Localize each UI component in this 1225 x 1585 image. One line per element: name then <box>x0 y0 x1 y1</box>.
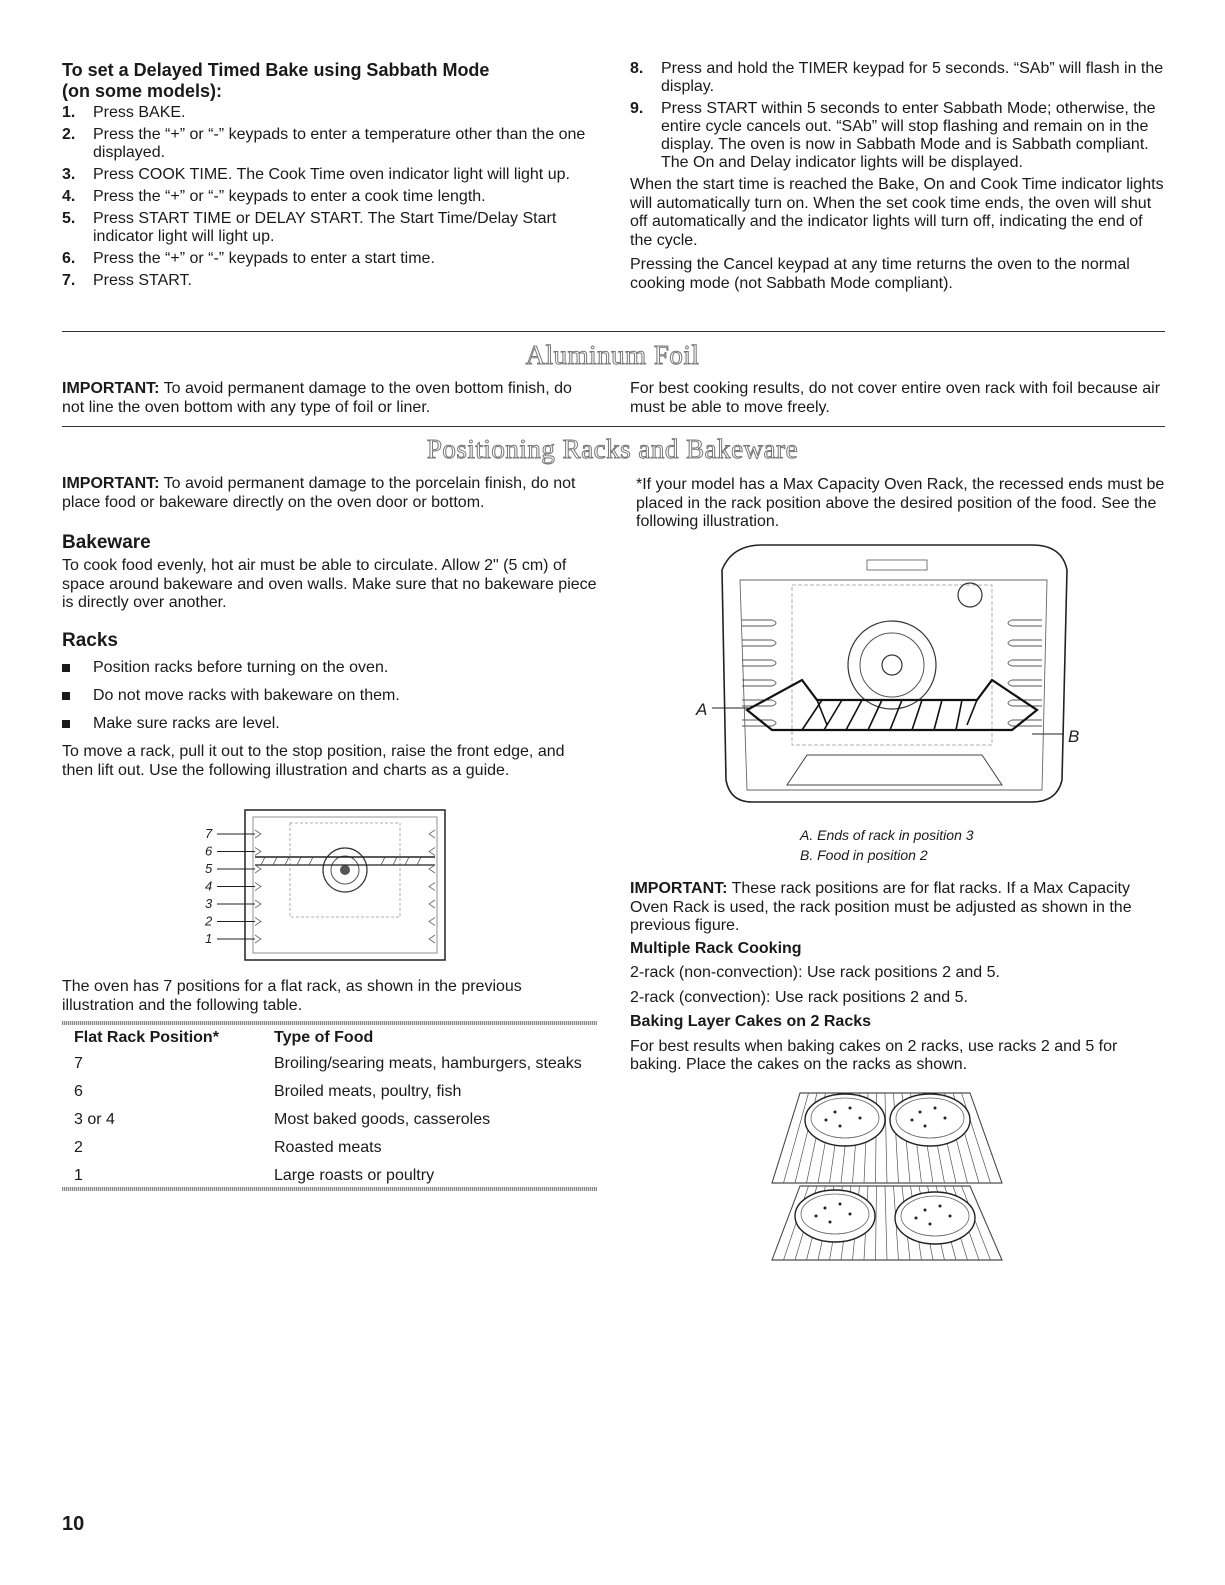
step-number: 8. <box>630 60 644 77</box>
table-header-food: Type of Food <box>274 1029 374 1046</box>
table-row <box>62 1129 597 1157</box>
table-cell-food: Roasted meats <box>274 1139 382 1156</box>
rack-position-label: 1 <box>205 931 213 946</box>
step-number: 6. <box>62 250 76 267</box>
step-item <box>630 60 1165 96</box>
table-header-row <box>62 1025 597 1051</box>
sabbath-title <box>62 60 597 102</box>
table-bottom-rule <box>62 1187 597 1191</box>
multi-rack-line2: 2-rack (convection): Use rack positions 2 and 5. <box>630 988 968 1006</box>
step-item <box>62 250 597 268</box>
step-text: Press BAKE. <box>93 104 186 121</box>
rack-bullet-item <box>62 659 597 677</box>
table-row <box>62 1101 597 1129</box>
section-divider-1 <box>62 331 1165 332</box>
max-capacity-rack-illustration <box>692 540 1092 810</box>
table-cell-position: 2 <box>74 1139 83 1156</box>
racks-important-text: To avoid permanent damage to the porcelain finish, do not place food or bakeware directly on the oven door or bottom. <box>62 475 576 511</box>
page-number: 10 <box>62 1513 85 1535</box>
oven-light-icon <box>958 583 982 607</box>
table-cell-food: Broiling/searing meats, hamburgers, steaks <box>274 1055 582 1072</box>
table-row <box>62 1073 597 1101</box>
racks-important-label: IMPORTANT: <box>62 475 160 492</box>
flat-rack-table-block <box>62 1021 597 1191</box>
foil-important-label: IMPORTANT: <box>62 380 160 397</box>
rack-position-label: 2 <box>205 913 213 929</box>
important2-paragraph <box>630 880 1165 936</box>
oven-cavity-outline <box>722 545 1067 802</box>
table-header-position: Flat Rack Position* <box>74 1029 219 1046</box>
rack-position-label: 4 <box>205 878 213 894</box>
rack-bullet-text: Position racks before turning on the oven. <box>93 659 389 676</box>
sabbath-steps-right <box>630 60 1165 172</box>
seven-positions-text: The oven has 7 positions for a flat rack, as shown in the previous illustration and the following table. <box>62 978 522 1014</box>
bakeware-heading: Bakeware <box>62 532 151 553</box>
step-number: 4. <box>62 188 76 205</box>
table-cell-position: 1 <box>74 1167 83 1184</box>
table-cell-food: Most baked goods, casseroles <box>274 1111 491 1128</box>
step-text: Press START TIME or DELAY START. The Start Time/Delay Start indicator light will light up. <box>93 210 557 245</box>
racks-right-lower <box>630 880 1165 1075</box>
step-number: 7. <box>62 272 76 289</box>
step-item <box>62 210 597 246</box>
foil-important-left <box>62 380 597 417</box>
foil-important-text: To avoid permanent damage to the oven bottom finish, do not line the oven bottom with any type of foil or liner. <box>62 380 572 416</box>
step-text: Press the “+” or “-” keypads to enter a temperature other than the one displayed. <box>93 126 586 161</box>
rack-bullet-item <box>62 715 597 733</box>
important2-label: IMPORTANT: <box>630 880 728 897</box>
multi-rack-heading: Multiple Rack Cooking <box>630 939 802 957</box>
step-item <box>62 188 597 206</box>
step-text: Press and hold the TIMER keypad for 5 seconds. “SAb” will flash in the display. <box>661 60 1164 95</box>
rack-bullet-item <box>62 687 597 705</box>
bakeware-text: To cook food evenly, hot air must be able to circulate. Allow 2" (5 cm) of space around bakeware and oven walls. Make sure that no bakeware piece is directly over another. <box>62 557 597 611</box>
label-b: B <box>1068 727 1080 746</box>
bullet-square-icon <box>62 720 70 728</box>
caption-b: B. Food in position 2 <box>800 847 928 863</box>
bakeware-block <box>62 532 597 619</box>
step-item <box>62 166 597 184</box>
aluminum-foil-heading: Aluminum Foil <box>525 340 700 370</box>
step-number: 9. <box>630 100 644 117</box>
rack-bullet-text: Do not move racks with bakeware on them. <box>93 687 400 704</box>
rack-positions-illustration <box>195 805 455 965</box>
sabbath-steps-left <box>62 104 597 290</box>
step-item <box>62 104 597 122</box>
max-capacity-rack <box>747 680 1037 730</box>
rack-position-label: 7 <box>205 826 213 841</box>
step-item <box>630 100 1165 172</box>
cakes-heading: Baking Layer Cakes on 2 Racks <box>630 1013 872 1030</box>
step-number: 5. <box>62 210 76 227</box>
step-text: Press the “+” or “-” keypads to enter a start time. <box>93 250 435 267</box>
step-text: Press START. <box>93 272 192 289</box>
sabbath-left-column <box>62 60 597 294</box>
move-rack-text: To move a rack, pull it out to the stop position, raise the front edge, and then lift out. Use the following illustration and charts as a guide. <box>62 743 565 779</box>
caption-a: A. Ends of rack in position 3 <box>800 827 974 843</box>
sabbath-title-line2: (on some models): <box>62 81 223 101</box>
rack-position-label: 6 <box>205 843 213 859</box>
racks-important-left <box>62 475 597 512</box>
max-capacity-note: *If your model has a Max Capacity Oven Rack, the recessed ends must be placed in the rack position above the desired position of the food. See the following illustration. <box>636 476 1165 530</box>
bullet-square-icon <box>62 664 70 672</box>
rack-position-label: 5 <box>205 861 213 876</box>
step-text: Press the “+” or “-” keypads to enter a cook time length. <box>93 188 486 205</box>
foil-right-text: For best cooking results, do not cover entire oven rack with foil because air must be able to move freely. <box>630 380 1161 416</box>
racks-subheading: Racks <box>62 630 118 651</box>
section-divider-2 <box>62 426 1165 427</box>
important2-text: These rack positions are for flat racks. If a Max Capacity Oven Rack is used, the rack position must be adjusted as shown in the previous figure. <box>630 880 1132 934</box>
positioning-racks-heading: Positioning Racks and Bakeware <box>426 434 799 464</box>
flat-rack-table <box>62 1025 597 1185</box>
table-row <box>62 1051 597 1073</box>
table-cell-position: 7 <box>74 1055 83 1072</box>
table-cell-food: Large roasts or poultry <box>274 1167 435 1184</box>
step-number: 3. <box>62 166 76 183</box>
sabbath-right-column <box>630 60 1165 299</box>
start-time-paragraph: When the start time is reached the Bake, On and Cook Time indicator lights will automatically turn on. When the set cook time ends, the oven will shut off automatically and the indicator lights will turn off, indicating the end of the cycle. <box>630 176 1164 249</box>
sabbath-title-line1: To set a Delayed Timed Bake using Sabbath Mode <box>62 60 490 80</box>
rack-bullet-text: Make sure racks are level. <box>93 715 280 732</box>
oven-cavity-outline <box>245 810 445 960</box>
table-cell-position: 6 <box>74 1083 83 1100</box>
step-item <box>62 272 597 290</box>
step-text: Press COOK TIME. The Cook Time oven indicator light will light up. <box>93 166 570 183</box>
label-a: A <box>696 700 708 719</box>
racks-block <box>62 630 597 786</box>
step-item <box>62 126 597 162</box>
rack-position-label: 3 <box>205 896 213 911</box>
layer-cakes-illustration <box>770 1088 1010 1268</box>
multi-rack-line1: 2-rack (non-convection): Use rack positions 2 and 5. <box>630 964 1000 981</box>
table-cell-position: 3 or 4 <box>74 1111 115 1128</box>
step-number: 2. <box>62 126 76 143</box>
convection-fan-icon <box>848 621 936 709</box>
cancel-paragraph: Pressing the Cancel keypad at any time returns the oven to the normal cooking mode (not Sabbath Mode compliant). <box>630 256 1130 292</box>
table-cell-food: Broiled meats, poultry, fish <box>274 1083 462 1100</box>
rack-bullet-list <box>62 659 597 733</box>
cakes-text: For best results when baking cakes on 2 racks, use racks 2 and 5 for baking. Place the cakes on the racks as shown. <box>630 1037 1118 1073</box>
step-text: Press START within 5 seconds to enter Sabbath Mode; otherwise, the entire cycle cancels out. “SAb” will stop flashing and remain on in the display. The oven is now in Sabbath Mode and is Sabbath compliant. The On and Delay indicator lights will be displayed. <box>661 100 1156 171</box>
bullet-square-icon <box>62 692 70 700</box>
step-number: 1. <box>62 104 76 121</box>
table-row <box>62 1157 597 1185</box>
